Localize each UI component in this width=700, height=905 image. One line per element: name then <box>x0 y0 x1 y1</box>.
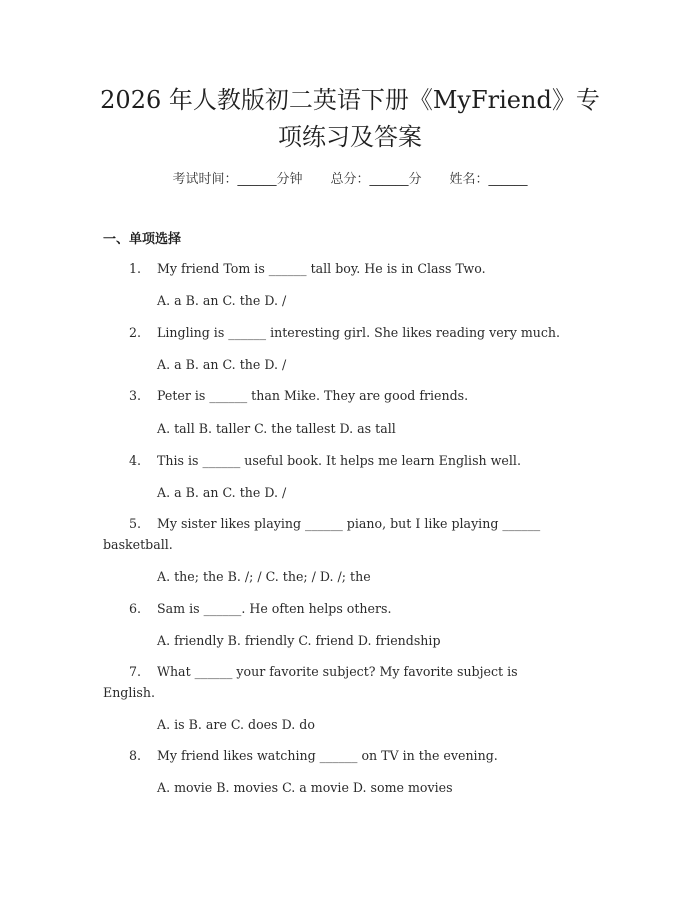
question-stem: My sister likes playing ______ piano, but I like playing ______ <box>157 516 541 531</box>
section-title: 一、单项选择 <box>103 232 182 247</box>
question-stem: Lingling is ______ interesting girl. She likes reading very much. <box>157 325 561 340</box>
question-7-options: A. is B. are C. does D. do <box>157 717 315 732</box>
question-number: 2. <box>129 325 142 340</box>
question-stem: Sam is ______. He often helps others. <box>157 601 392 616</box>
question-1-options: A. a B. an C. the D. / <box>157 293 287 308</box>
question-6-options: A. friendly B. friendly C. friend D. friendship <box>157 633 441 648</box>
question-number: 7. <box>129 664 142 679</box>
question-8 <box>129 746 498 766</box>
question-number: 1. <box>129 261 142 276</box>
question-2-options: A. a B. an C. the D. / <box>157 357 287 372</box>
title-line-2: 项练习及答案 <box>278 123 422 151</box>
exam-time-field: 考试时间：______分钟 <box>172 172 303 187</box>
question-stem: Peter is ______ than Mike. They are good friends. <box>157 388 469 403</box>
question-8-options: A. movie B. movies C. a movie D. some movies <box>157 780 453 795</box>
question-stem: What ______ your favorite subject? My favorite subject is <box>157 664 518 679</box>
document-title <box>90 82 610 156</box>
question-4-options: A. a B. an C. the D. / <box>157 485 287 500</box>
question-5 <box>129 514 540 534</box>
question-3 <box>129 386 468 406</box>
question-1 <box>129 259 486 279</box>
question-5-continuation: basketball. <box>103 537 173 552</box>
total-score-field: 总分：______分 <box>330 172 422 187</box>
question-2 <box>129 323 560 343</box>
question-number: 3. <box>129 388 142 403</box>
name-field: 姓名：______ <box>449 172 528 187</box>
question-7 <box>129 662 518 682</box>
title-line-1: 2026 年人教版初二英语下册《MyFriend》专 <box>100 86 600 114</box>
question-4 <box>129 451 521 471</box>
question-stem: My friend likes watching ______ on TV in the evening. <box>157 748 498 763</box>
question-number: 8. <box>129 748 142 763</box>
question-number: 5. <box>129 516 142 531</box>
question-number: 6. <box>129 601 142 616</box>
question-5-options: A. the; the B. /; / C. the; / D. /; the <box>157 569 371 584</box>
question-6 <box>129 599 392 619</box>
exam-meta <box>0 168 700 187</box>
question-3-options: A. tall B. taller C. the tallest D. as tall <box>157 421 396 436</box>
question-stem: This is ______ useful book. It helps me learn English well. <box>157 453 521 468</box>
question-stem: My friend Tom is ______ tall boy. He is in Class Two. <box>157 261 486 276</box>
question-7-continuation: English. <box>103 685 155 700</box>
question-number: 4. <box>129 453 142 468</box>
